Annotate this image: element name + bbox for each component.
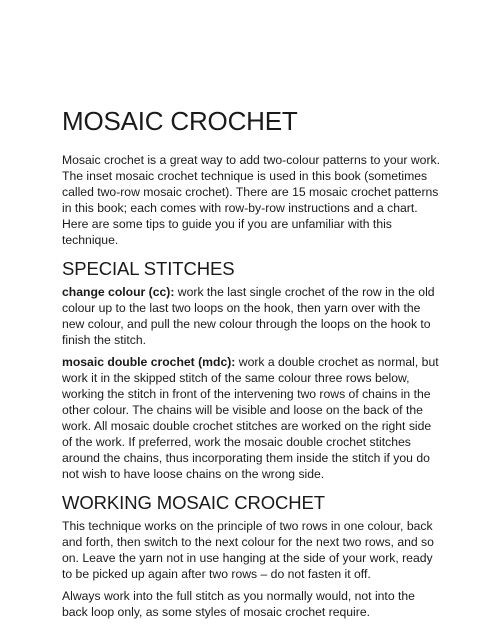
working-mosaic-crochet-heading: WORKING MOSAIC CROCHET (62, 492, 325, 513)
working-paragraph: This technique works on the principle of two rows in one colour, back and forth, then switch to the next colour for the next two rows, and so on. Leave the yarn not in use hanging at the side of your work, ready to be picked up again after two rows – do not fasten it off. (62, 519, 434, 581)
stitch-term: change colour (cc): (62, 285, 175, 299)
stitch-definition-change-colour (62, 284, 440, 348)
special-stitches-heading: SPECIAL STITCHES (62, 258, 235, 279)
stitch-description: work the last single crochet of the row in the old colour up to the last two loops on the hook, then yarn over with the new colour, and pull the new colour through the loops on the hook to finish the stitch. (62, 285, 435, 347)
stitch-description: work a double crochet as normal, but work it in the skipped stitch of the same colour three rows below, working the stitch in front of the intervening two rows of chains in the other colour. The chains will be visible and loose on the back of the work. All mosaic double crochet stitches are worked on the right side of the work. If preferred, work the mosaic double crochet stitches around the chains, thus incorporating them inside the stitch if you do not wish to have loose chains on the wrong side. (62, 355, 439, 481)
stitch-definition-mosaic-double-crochet (62, 354, 440, 482)
working-paragraph: Always work into the full stitch as you normally would, not into the back loop only, as some styles of mosaic crochet require. (62, 589, 415, 619)
intro-paragraph: Mosaic crochet is a great way to add two-colour patterns to your work. The inset mosaic crochet technique is used in this book (sometimes called two-row mosaic crochet). There are 15 mosaic crochet patterns in this book; each comes with row-by-row instructions and a chart. Here are some tips to guide you if you are unfamiliar with this technique. (62, 153, 440, 247)
document-page (62, 106, 440, 626)
page-title: MOSAIC CROCHET (62, 106, 298, 136)
stitch-term: mosaic double crochet (mdc): (62, 355, 236, 369)
